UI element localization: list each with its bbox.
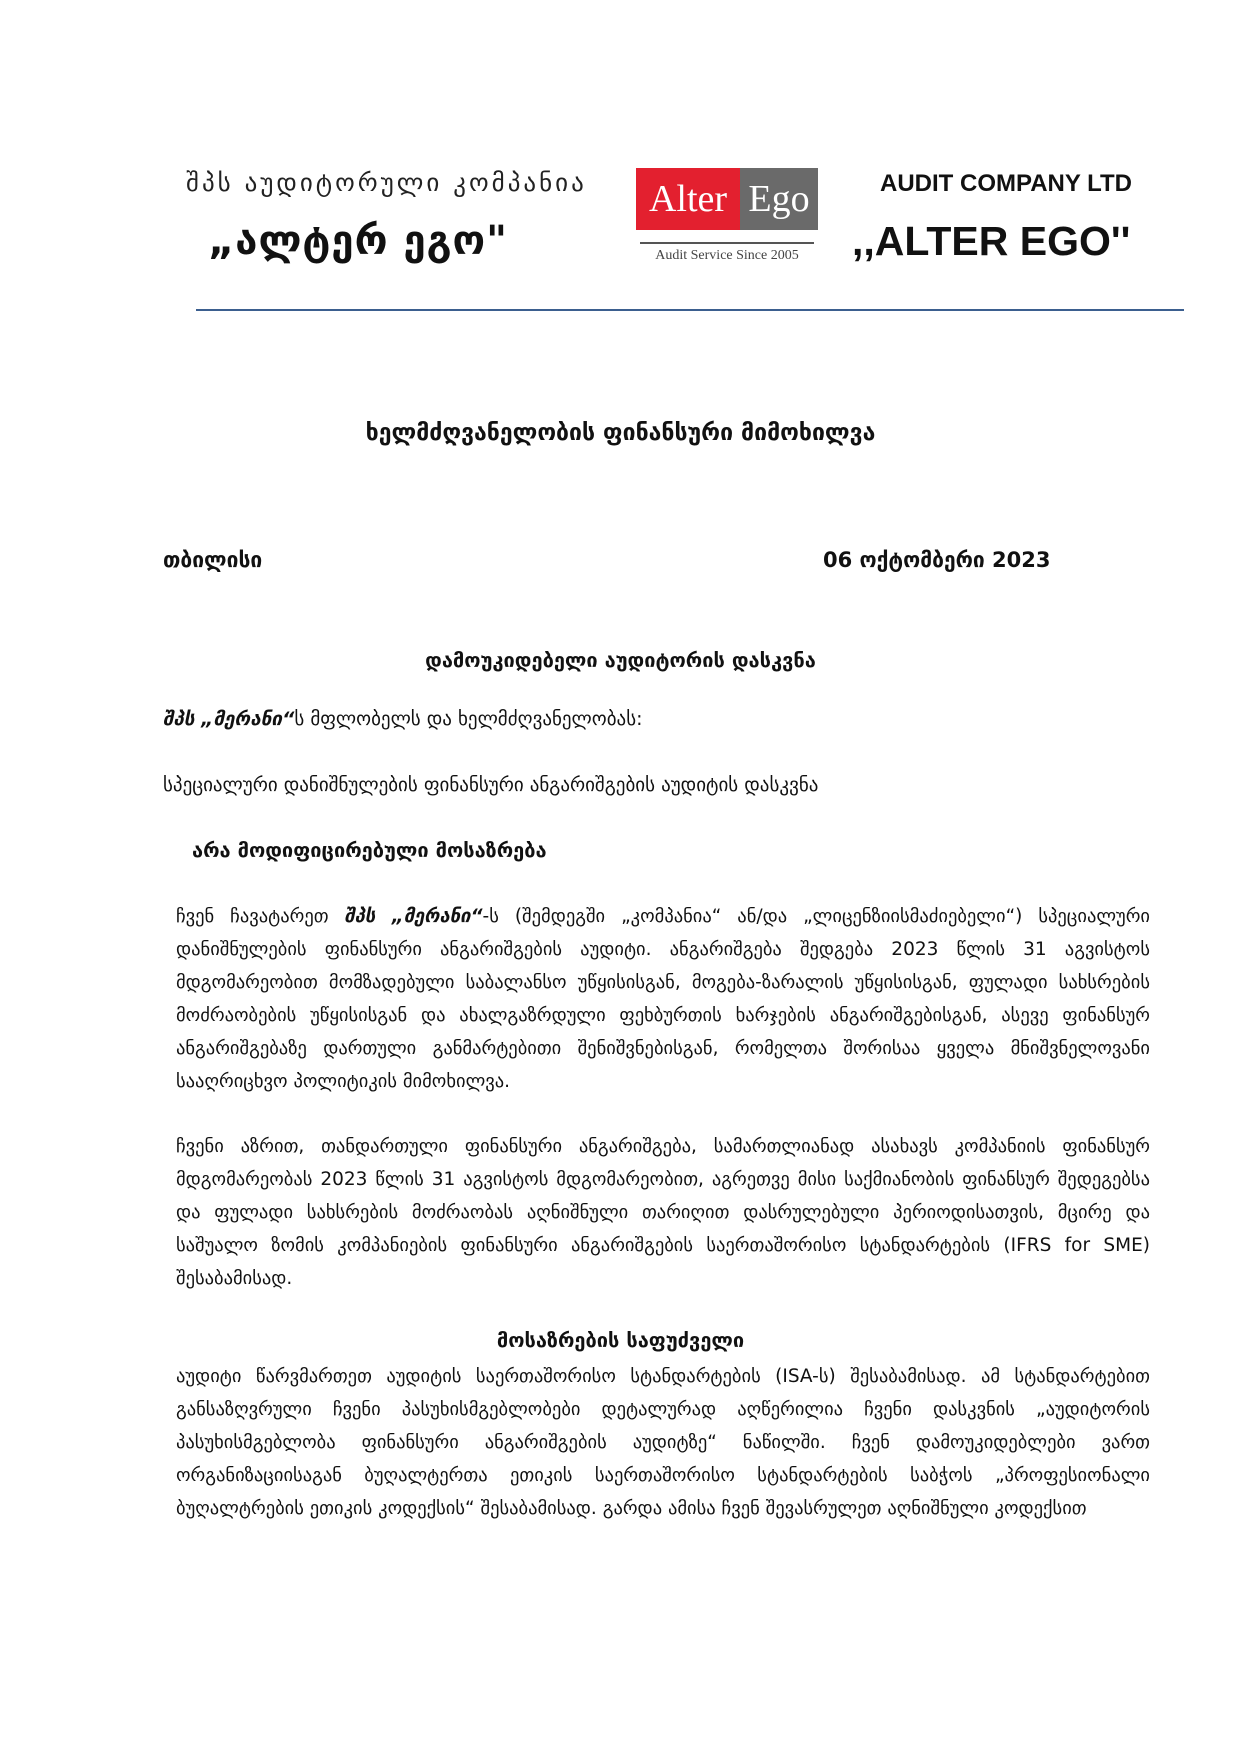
logo-left-word: Alter [636,168,740,230]
p1-start: ჩვენ ჩავატარეთ [176,906,345,927]
opinion-conclusion-paragraph: ჩვენი აზრით, თანდართული ფინანსური ანგარიშგება, სამართლიანად ასახავს კომპანიის ფინანსურ მდგომარეობას 2023 წლის 31 აგვისტოს მდგომარეობით, აგრეთვე მისი საქმიანობის ფინანსურ შედეგებსა და ფულადი სახსრების მოძრაობას აღნიშნული თარიღით დასრულებული პერიოდისათვის, მცირე და საშუალო ზომის კომპანიების ფინანსური ანგარიშგების საერთაშორისო სტანდარტების (IFRS for SME) შესაბამისად. [176,1136,1150,1289]
header-geo-company-line: შპს აუდიტორული კომპანია [186,168,587,197]
report-name: სპეციალური დანიშნულების ფინანსური ანგარიშგების აუდიტის დასკვნა [163,774,819,796]
document-city: თბილისი [163,548,263,572]
header-separator [196,309,1184,311]
document-date: 06 ოქტომბერი 2023 [823,548,1051,572]
logo-right-word: Ego [740,168,818,230]
logo-tagline: Audit Service Since 2005 [655,248,799,263]
logo-divider [640,242,814,244]
header-en-company-name: ,,ALTER EGO'' [852,218,1131,264]
basis-paragraph: აუდიტი წარვმართეთ აუდიტის საერთაშორისო სტანდარტების (ISA-ს) შესაბამისად. ამ სტანდარტებით განსაზღვრული ჩვენი პასუხისმგებლობები დეტალურად აღწერილია ჩვენი დასკვნის „აუდიტორის პასუხისმგებლობა ფინანსური ანგარიშგების აუდიტზე“ ნაწილში. ჩვენ დამოუკიდებლები ვართ ორგანიზაციისაგან ბუღალტერთა ეთიკის საერთაშორისო სტანდარტების საბჭოს „პროფესიონალი ბუღალტრების ეთიკის კოდექსის“ შესაბამისად. გარდა ამისა ჩვენ შევასრულეთ აღნიშნული კოდექსით [176,1366,1150,1519]
addressee-company: შპს „მერანი“ [163,708,295,730]
opinion-paragraph [176,900,1150,1098]
addressee [163,708,643,730]
header-geo-company-name: „ალტერ ეგო" [208,218,508,264]
document-title: ხელმძღვანელობის ფინანსური მიმოხილვა [365,420,876,446]
basis-heading: მოსაზრების საფუძველი [496,1328,745,1352]
addressee-rest: ს მფლობელს და ხელმძღვანელობას: [294,708,643,730]
header-en-company-line: AUDIT COMPANY LTD [880,170,1132,197]
logo-box [636,168,818,230]
p1-rest: -ს (შემდეგში „კომპანია“ ან/და „ლიცენზიისმაძიებელი“) სპეციალური დანიშნულების ფინანსური ანგარიშგების აუდიტი. ანგარიშგება შედგება 2023 წლის 31 აგვისტოს მდგომარეობით მომზადებული საბალანსო უწყისისგან, მოგება-ზარალის უწყისისგან, ფულადი სახსრების მოძრაობების უწყისისგან და ახალგაზრდული ფეხბურთის ხარჯების ანგარიშგებისგან, ასევე ფინანსურ ანგარიშგებაზე დართული განმარტებითი შენიშვნებისგან, რომელთა შორისაა ყველა მნიშვნელოვანი სააღრიცხვო პოლიტიკის მიმოხილვა. [176,906,1151,1092]
report-subtitle: დამოუკიდებელი აუდიტორის დასკვნა [425,648,816,672]
p1-company: შპს „მერანი“ [344,906,483,927]
opinion-heading: არა მოდიფიცირებული მოსაზრება [192,838,547,862]
company-logo [636,168,818,264]
